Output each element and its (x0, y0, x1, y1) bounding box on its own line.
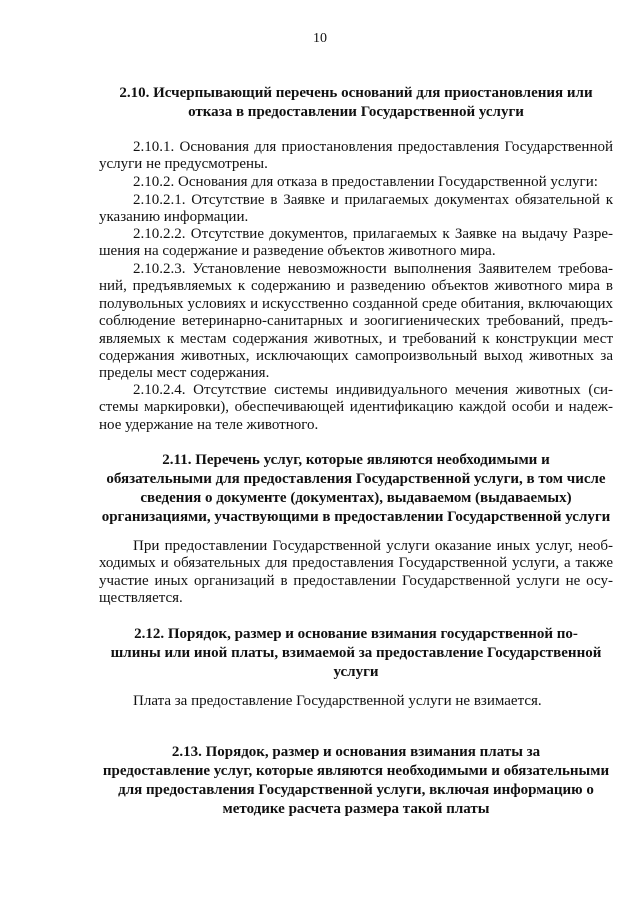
text-line: участие иных организаций в предоставлении Государственной услуги не осу- (99, 572, 613, 589)
text-line: шения на содержание и разведение объектов животного мира. (99, 243, 496, 260)
heading-line: 2.13. Порядок, размер и основания взимания платы за (171, 744, 541, 760)
text-line: ществляется. (99, 590, 183, 607)
text-line: содержания животных, исключающих самопроизвольный выход животных за (99, 348, 613, 365)
heading-line: сведения о документе (документах), выдаваемом (выдаваемых) (140, 490, 572, 506)
text-line: 2.10.2.3. Установление невозможности выполнения Заявителем требова- (133, 261, 613, 277)
text-line: являемых к местам содержания животных, и требований к конструкции мест (99, 330, 613, 347)
text-line: ний, предъявляемых к содержанию и разведению объектов животного мира в (99, 278, 613, 295)
text-line: Плата за предоставление Государственной услуги не взимается. (133, 693, 542, 709)
paragraph-2-10-2-2 (99, 226, 613, 261)
text-line: пределы мест содержания. (99, 365, 270, 382)
text-line: ходимых и обязательных для предоставления Государственной услуги, а также (99, 555, 613, 572)
text-line: 2.10.2.4. Отсутствие системы индивидуального мечения животных (си- (133, 382, 613, 398)
text-line: 2.10.2.2. Отсутствие документов, прилагаемых к Заявке на выдачу Разре- (133, 226, 613, 242)
heading-line: шлины или иной платы, взимаемой за предоставление Государственной (110, 645, 602, 661)
heading-line: для предоставления Государственной услуги, включая информацию о (118, 782, 594, 798)
section-heading-2-10 (100, 84, 612, 122)
page-number: 10 (313, 31, 327, 46)
heading-line: обязательными для предоставления Государственной услуги, в том числе (106, 471, 606, 487)
text-line: 2.10.1. Основания для приостановления предоставления Государственной (133, 139, 613, 155)
paragraph-2-10-2-1 (99, 192, 613, 227)
heading-line: предоставление услуг, которые являются необходимыми и обязательными (102, 763, 610, 779)
paragraph-2-10-2-4 (99, 382, 613, 434)
heading-line: услуги (333, 664, 379, 680)
text-line: соблюдение ветеринарно-санитарных и зоогигиенических требований, предъ- (99, 313, 613, 330)
heading-line: 2.11. Перечень услуг, которые являются необходимыми и (162, 452, 550, 468)
heading-line: отказа в предоставлении Государственной услуги (188, 104, 524, 120)
heading-line: 2.12. Порядок, размер и основание взимания государственной по- (134, 626, 578, 642)
paragraph-2-12 (99, 693, 613, 710)
paragraph-2-10-2 (99, 174, 613, 191)
text-line: 2.10.2. Основания для отказа в предоставлении Государственной услуги: (133, 174, 598, 190)
text-line: указанию информации. (99, 209, 249, 226)
section-heading-2-11 (100, 451, 612, 527)
text-line: При предоставлении Государственной услуги оказание иных услуг, необ- (133, 538, 613, 554)
heading-line: 2.10. Исчерпывающий перечень оснований для приостановления или (119, 85, 593, 101)
text-line: полувольных условиях и искусственно созданной среде обитания, включающих (99, 295, 613, 312)
heading-line: методике расчета размера такой платы (222, 801, 490, 817)
text-line: 2.10.2.1. Отсутствие в Заявке и прилагаемых документах обязательной к (133, 192, 613, 208)
paragraph-2-11 (99, 538, 613, 608)
text-line: стемы маркировки), обеспечивающей идентификацию каждой особи и надеж- (99, 399, 613, 416)
section-heading-2-13 (100, 743, 612, 819)
paragraph-2-10-2-3 (99, 261, 613, 383)
text-line: услуги не предусмотрены. (99, 156, 268, 173)
section-heading-2-12 (100, 625, 612, 682)
paragraph-2-10-1 (99, 139, 613, 174)
heading-line: организациями, участвующими в предоставлении Государственной услуги (101, 509, 611, 525)
text-line: ное удержание на теле животного. (99, 416, 319, 433)
